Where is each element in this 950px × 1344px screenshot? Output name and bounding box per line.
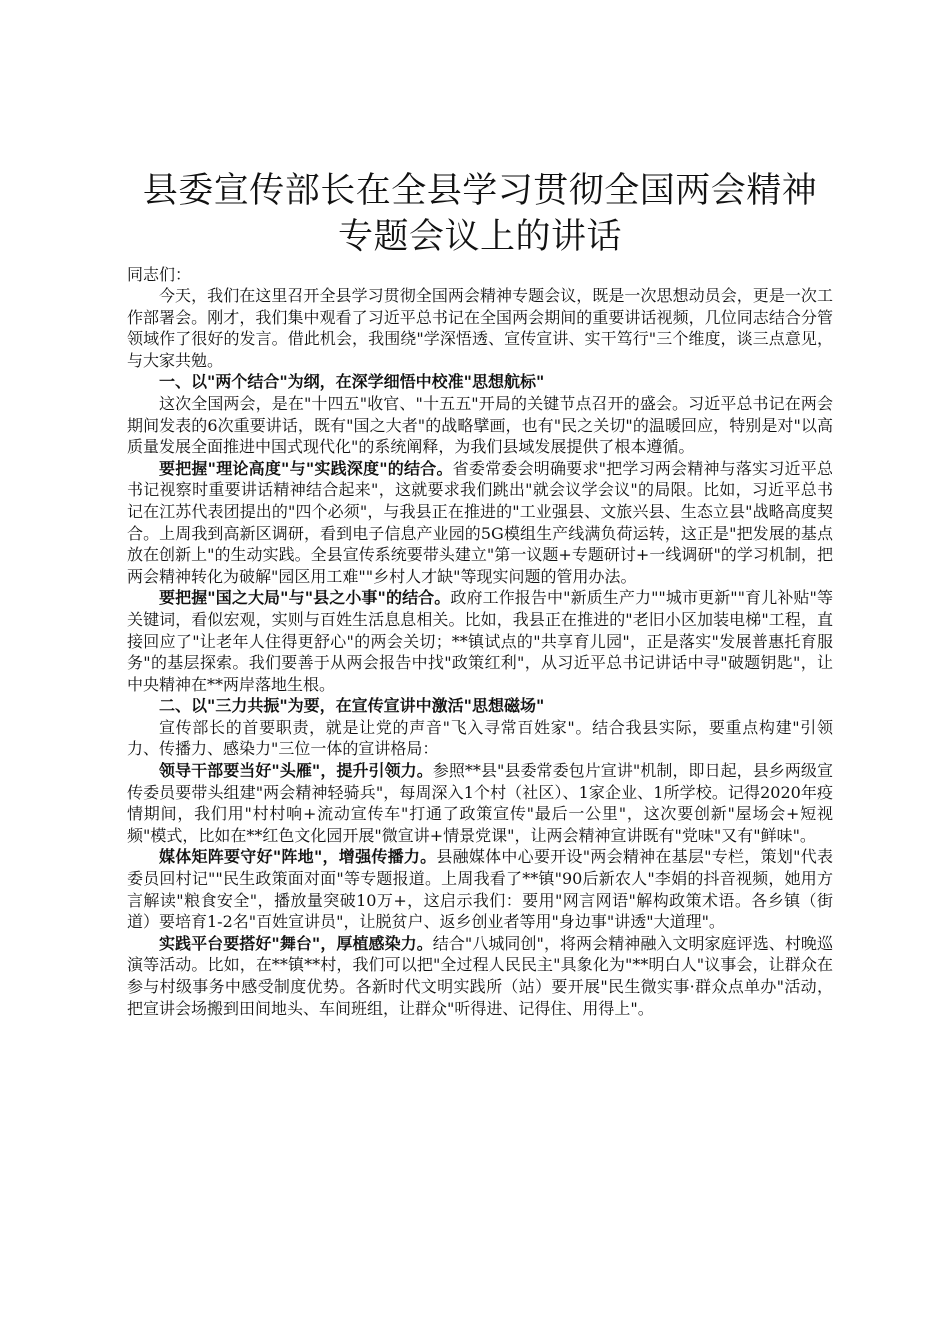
- body-paragraph: [127, 760, 833, 846]
- paragraph-text: 政府工作报告中"新质生产力""城市更新""育儿补贴"等关键词，看似宏观，实则与百姓生活息息相关。比如，我县正在推进的"老旧小区加装电梯"工程，直接回应了"让老年人住得更舒心"的两会关切；**镇试点的"共享育儿园"，正是落实"发展普惠托育服务"的基层探索。我们要善于从两会报告中找"政策红利"，从习近平总书记讲话中寻"破题钥匙"，让中央精神在**两岸落地生根。: [127, 588, 833, 694]
- paragraph-text: 这次全国两会，是在"十四五"收官、"十五五"开局的关键节点召开的盛会。习近平总书记在两会期间发表的6次重要讲话，既有"国之大者"的战略擘画，也有"民之关切"的温暖回应，特别是对"以高质量发展全面推进中国式现代化"的系统阐释，为我们县域发展提供了根本遵循。: [127, 393, 833, 457]
- section-heading: 一、以"两个结合"为纲，在深学细悟中校准"思想航标": [159, 372, 545, 392]
- document-page: [127, 168, 833, 1019]
- paragraph-text: 省委常委会明确要求"把学习两会精神与落实习近平总书记视察时重要讲话精神结合起来"，这就要求我们跳出"就会议学会议"的局限。比如，习近平总书记在江苏代表团提出的"四个必须"，与我县正在推进的"工业强县、文旅兴县、生态立县"战略高度契合。上周我到高新区调研，看到电子信息产业园的5G模组生产线满负荷运转，这正是"把发展的基点放在创新上"的生动实践。全县宣传系统要带头建立"第一议题+专题研讨+一线调研"的学习机制，把两会精神转化为破解"园区用工难""乡村人才缺"等现实问题的管用办法。: [127, 458, 833, 586]
- paragraph-lead: 媒体矩阵要守好"阵地"，增强传播力。: [159, 847, 437, 867]
- paragraph-lead: 领导干部要当好"头雁"，提升引领力。: [159, 761, 433, 781]
- document-title: 县委宣传部长在全县学习贯彻全国两会精神专题会议上的讲话: [142, 171, 818, 257]
- body-paragraph: [127, 933, 833, 1019]
- body-paragraph: [127, 717, 833, 760]
- salutation: 同志们：: [127, 265, 192, 284]
- body-paragraph: [127, 846, 833, 932]
- body-paragraph: [127, 458, 833, 588]
- paragraph-text: 结合"八城同创"，将两会精神融入文明家庭评选、村晚巡演等活动。比如，在**镇**村，我们可以把"全过程人民民主"具象化为"**明白人"议事会，让群众在参与村级事务中感受制度优势。各新时代文明实践所（站）要开展"民生微实事·群众点单办"活动，把宣讲会场搬到田间地头、车间班组，让群众"听得进、记得住、用得上"。: [127, 933, 833, 1018]
- body-paragraph: [127, 393, 833, 458]
- section-heading: 二、以"三力共振"为要，在宣传宣讲中激活"思想磁场": [159, 696, 545, 716]
- paragraph-text: 县融媒体中心要开设"两会精神在基层"专栏，策划"代表委员回村记""民生政策面对面"等专题报道。上周我看了**镇"90后新农人"李娟的抖音视频，她用方言解读"粮食安全"，播放量突破10万+，这启示我们：要用"网言网语"解构政策术语。各乡镇（街道）要培育1-2名"百姓宣讲员"，让脱贫户、返乡创业者等用"身边事"讲透"大道理"。: [127, 847, 833, 932]
- paragraph-lead: 要把握"理论高度"与"实践深度"的结合。: [159, 458, 453, 478]
- body-paragraph: [127, 285, 833, 371]
- paragraph-text: 今天，我们在这里召开全县学习贯彻全国两会精神专题会议，既是一次思想动员会，更是一次工作部署会。刚才，我们集中观看了习近平总书记在全国两会期间的重要讲话视频，几位同志结合分管领域作了很好的发言。借此机会，我围绕"学深悟透、宣传宣讲、实干笃行"三个维度，谈三点意见，与大家共勉。: [127, 286, 833, 370]
- body-paragraph: [127, 587, 833, 695]
- paragraph-text: 参照**县"县委常委包片宣讲"机制，即日起，县乡两级宣传委员要带头组建"两会精神轻骑兵"，每周深入1个村（社区）、1家企业、1所学校。记得2020年疫情期间，我们用"村村响+流动宣传车"打通了政策宣传"最后一公里"，这次要创新"屋场会+短视频"模式，比如在**红色文化园开展"微宣讲+情景党课"，让两会精神宣讲既有"党味"又有"鲜味"。: [127, 761, 833, 845]
- paragraph-lead: 要把握"国之大局"与"县之小事"的结合。: [159, 588, 451, 608]
- document-body: [127, 285, 833, 1019]
- paragraph-text: 宣传部长的首要职责，就是让党的声音"飞入寻常百姓家"。结合我县实际，要重点构建"引领力、传播力、感染力"三位一体的宣讲格局：: [127, 717, 833, 759]
- paragraph-lead: 实践平台要搭好"舞台"，厚植感染力。: [159, 933, 433, 953]
